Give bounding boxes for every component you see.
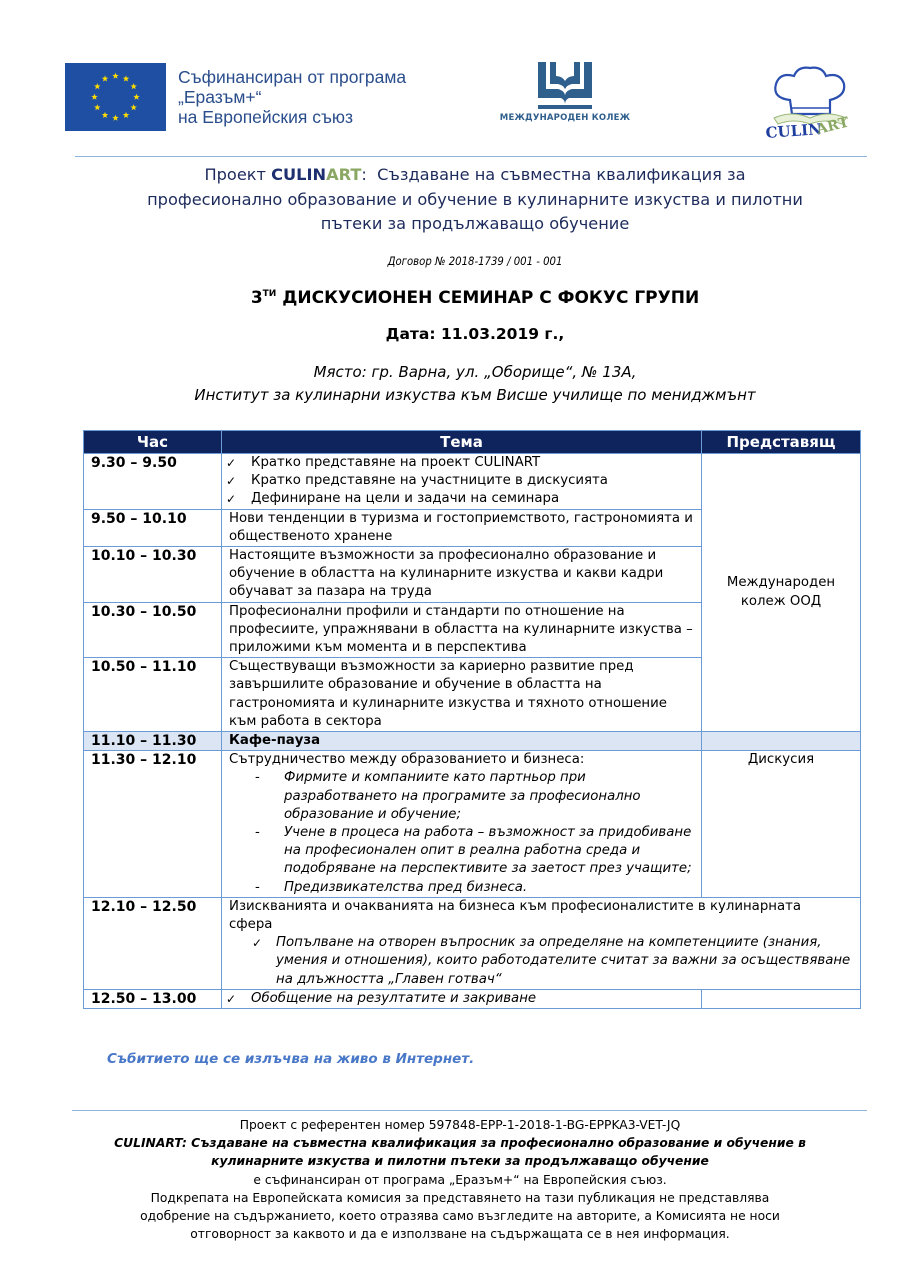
culinart-logo	[762, 62, 858, 142]
check-icon: ✓	[226, 456, 237, 470]
project-title-line1: : Създаване на съвместна квалификация за	[361, 165, 746, 184]
topic-cell	[222, 897, 861, 989]
brand-art: ART	[326, 165, 362, 184]
list-item	[255, 879, 697, 897]
footer-disclaimer-line3: отговорност за каквото и да е използване на съдържащата се в нея информация.	[190, 1227, 730, 1242]
list-item	[252, 934, 856, 989]
svg-text:CULIN: CULIN	[765, 120, 823, 142]
dash-bullet-icon: -	[255, 825, 260, 841]
college-name: МЕЖДУНАРОДЕН КОЛЕЖ	[499, 113, 631, 123]
place-line1: Място: гр. Варна, ул. „Оборище“, № 13А,	[313, 363, 637, 381]
eu-star-icon	[123, 112, 129, 118]
table-row	[84, 454, 861, 510]
presenter-cell	[702, 989, 861, 1008]
footer-title-line1: CULINART: Създаване на съвместна квалификация за професионално образование и обучение в	[114, 1136, 806, 1151]
footer-disclaimer-line2: одобрение на съдържанието, което отразява само възгледите на авторите, а Комисията не носи	[140, 1209, 780, 1224]
check-icon: ✓	[226, 492, 237, 507]
eu-text-line: Съфинансиран от програма	[178, 67, 407, 87]
topic-cell: Настоящите възможности за професионално образование и обучение в областта на кулинарните изкуства и какви кадри обучават за пазара на труда	[222, 547, 702, 603]
column-header-presenter: Представящ	[702, 431, 861, 454]
check-icon: ✓	[252, 936, 263, 951]
column-header-topic: Тема	[222, 431, 702, 454]
time-cell: 12.50 – 13.00	[84, 989, 222, 1008]
header-divider	[75, 156, 867, 157]
item-text: Предизвикателства пред бизнеса.	[284, 879, 528, 895]
item-text: Обобщение на резултатите и закриване	[251, 990, 537, 1006]
international-college-logo	[490, 58, 640, 123]
eu-text-line: „Еразъм+“	[178, 87, 262, 107]
topic-cell: Съществуващи възможности за кариерно развитие пред завършилите образование и обучение в областта на гастрономията и кулинарните изкуства и тяхното отношение към работа в сектора	[222, 658, 702, 732]
table-row-coffee-break	[84, 732, 861, 751]
topic-text: Изискванията и очакванията на бизнеса към професионалистите в кулинарната сфера	[229, 898, 802, 933]
footer-cofinanced: е съфинансиран от програма „Еразъм+“ на Европейския съюз.	[253, 1172, 667, 1187]
eu-cofunding-logo	[65, 63, 406, 131]
eu-text-line: на Европейския съюз	[178, 107, 354, 127]
list-item	[226, 472, 697, 490]
check-icon: ✓	[226, 474, 237, 489]
live-stream-note: Събитието ще се излъчва на живо в Интернет.	[107, 1051, 475, 1067]
column-header-time: Час	[84, 431, 222, 454]
time-cell: 10.30 – 10.50	[84, 602, 222, 658]
check-icon: ✓	[226, 991, 237, 1006]
place-line2: Институт за кулинарни изкуства към Висше училище по мениджмънт	[194, 386, 756, 404]
eu-star-icon	[133, 94, 139, 100]
event-place	[80, 361, 870, 407]
list-item	[226, 490, 697, 508]
time-cell: 10.10 – 10.30	[84, 547, 222, 603]
eu-star-icon	[123, 75, 129, 81]
time-cell: 11.10 – 11.30	[84, 732, 222, 751]
table-row	[84, 751, 861, 898]
time-cell: 10.50 – 11.10	[84, 658, 222, 732]
table-row	[84, 989, 861, 1008]
topic-cell	[222, 454, 702, 510]
list-item	[226, 990, 697, 1008]
time-cell: 11.30 – 12.10	[84, 751, 222, 898]
presenter-name: Международен колеж ООД	[726, 575, 836, 609]
topic-cell: Нови тенденции в туризма и гостоприемството, гастрономията и общественото хранене	[222, 509, 702, 546]
eu-star-icon	[130, 83, 136, 89]
seminar-number-suffix: ТИ	[262, 289, 277, 299]
presenter-cell	[702, 732, 861, 751]
seminar-number: 3	[250, 288, 263, 308]
chef-hat-icon	[762, 62, 858, 142]
item-text: Кратко представяне на проект CULINART	[251, 455, 541, 470]
eu-star-icon	[94, 104, 100, 110]
eu-star-icon	[91, 94, 97, 100]
seminar-title-text: ДИСКУСИОНЕН СЕМИНАР С ФОКУС ГРУПИ	[276, 288, 700, 308]
presenter-cell: Дискусия	[702, 751, 861, 898]
item-text: Дефиниране на цели и задачи на семинара	[251, 491, 560, 507]
footer	[60, 1116, 860, 1243]
event-date: Дата: 11.03.2019 г.,	[385, 325, 565, 343]
time-cell: 9.50 – 10.10	[84, 509, 222, 546]
eu-star-icon	[102, 75, 108, 81]
open-book-icon	[534, 58, 596, 110]
presenter-cell	[702, 454, 861, 732]
eu-cofunding-text	[178, 67, 406, 127]
table-row	[84, 897, 861, 989]
footer-disclaimer-line1: Подкрепата на Европейската комисия за представянето на тази публикация не представлява	[150, 1190, 770, 1205]
seminar-title	[100, 288, 850, 308]
item-text: Фирмите и компаниите като партньор при разработването на програмите за професионално образование и обучение;	[284, 770, 641, 822]
topic-text: Сътрудничество между образованието и бизнеса:	[229, 752, 585, 768]
dash-bullet-icon: -	[255, 879, 260, 895]
agenda-table	[83, 430, 861, 1009]
footer-reference: Проект с референтен номер 597848-EPP-1-2018-1-BG-EPPKA3-VET-JQ	[239, 1118, 681, 1132]
eu-star-icon	[112, 73, 118, 79]
project-title-line3: пътеки за продължаващо обучение	[320, 214, 630, 233]
dash-bullet-icon: -	[255, 770, 260, 786]
project-prefix: Проект	[204, 165, 272, 184]
eu-flag-icon	[65, 63, 166, 131]
eu-star-icon	[94, 83, 100, 89]
item-text: Попълване на отворен въпросник за определяне на компетенциите (знания, умения и отношения), които работодателите считат за важни за осъществяване на длъжността „Главен готвач“	[276, 935, 851, 987]
time-cell: 12.10 – 12.50	[84, 897, 222, 989]
project-title	[100, 163, 850, 237]
eu-star-icon	[102, 112, 108, 118]
item-text: Учене в процеса на работа – възможност за придобиване на професионален опит в реална работна среда и подобряване на перспективите за заетост през учащите;	[284, 825, 692, 877]
list-item	[226, 454, 697, 472]
contract-number: Договор № 2018-1739 / 001 - 001	[387, 254, 563, 268]
brand-culin: CULIN	[271, 165, 327, 184]
topic-cell: Професионални профили и стандарти по отношение на професиите, упражнявани в областта на кулинарните изкуства – приложими към момента и в перспектива	[222, 602, 702, 658]
footer-title-line2: кулинарните изкуства и пилотни пътеки за продължаващо обучение	[211, 1154, 709, 1169]
project-title-line2: професионално образование и обучение в кулинарните изкуства и пилотни	[147, 189, 803, 209]
topic-cell: Кафе-пауза	[222, 732, 702, 751]
eu-star-icon	[130, 104, 136, 110]
agenda-header-row	[84, 431, 861, 454]
svg-text:ART: ART	[815, 114, 851, 138]
item-text: Кратко представяне на участниците в дискусията	[251, 473, 608, 489]
list-item	[255, 824, 697, 879]
list-item	[255, 769, 697, 824]
footer-divider	[72, 1110, 867, 1111]
eu-star-icon	[112, 115, 118, 121]
topic-cell	[222, 989, 702, 1008]
time-cell: 9.30 – 9.50	[84, 454, 222, 510]
topic-cell	[222, 751, 702, 898]
